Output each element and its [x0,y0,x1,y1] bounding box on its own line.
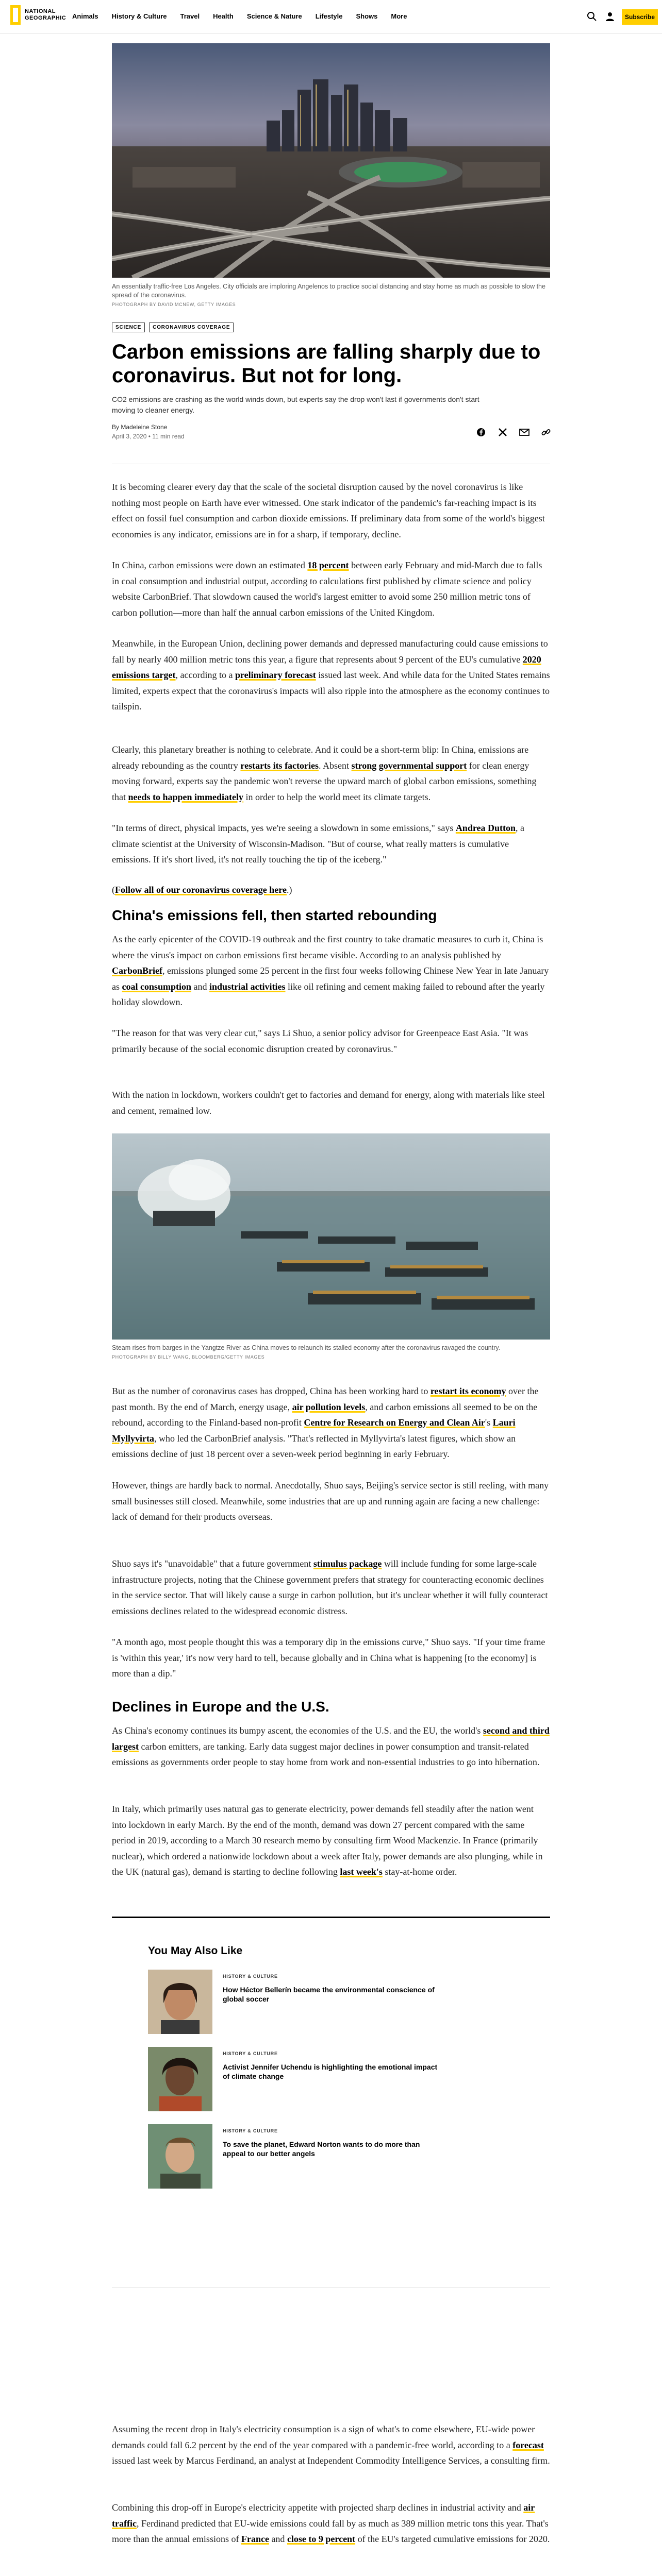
paragraph: In China, carbon emissions were down an estimated 18 percent between early February and mid-March due to falls in coal consumption and industrial output, according to calculations first published by climate science and policy website CarbonBrief. That slowdown caused the world's largest emitter to avoid some 250 million metric tons of carbon pollution—more than half the annual carbon emissions of the United Kingdom. [112,560,542,618]
ymal-card[interactable] [148,2124,509,2191]
paragraph: But as the number of coronavirus cases has dropped, China has been working hard to restart its economy over the past month. By the end of March, energy usage, air pollution levels, and carbon emissions all seemed to be on the rebound, according to the Finland-based non-profit Centre for Research on Energy and Clean Air's Lauri Myllyvirta, who led the CarbonBrief analysis. "That's reflected in Myllyvirta's latest figures, which show an emissions decline of just 18 percent over a seven-week period beginning in early February. [112,1386,539,1459]
ymal-thumb-jennifer-uchendu [148,2047,212,2111]
menu-item-history-culture[interactable]: History & Culture [111,12,167,20]
link-stimulus-package[interactable]: stimulus package [313,1558,382,1569]
logo-line-2: GEOGRAPHIC [25,15,67,21]
article-headline: Carbon emissions are falling sharply due to coronavirus. But not for long. [112,341,541,387]
link-preliminary-forecast[interactable]: preliminary forecast [235,670,316,680]
ymal-headline[interactable]: Activist Jennifer Uchendu is highlighting the emotional impact of climate change [223,2063,438,2080]
topic-tags [112,323,550,332]
email-icon[interactable] [518,426,531,439]
paragraph: Assuming the recent drop in Italy's electricity consumption is a sign of what's to come elsewhere, EU-wide power demands could fall 6.2 percent by the end of the year compared with a pandemic-free world, according to a forecast issued last week by Marcus Ferdinand, an analyst at Independent Commodity Intelligence Services, a consulting firm. [112,2424,550,2466]
menu-item-health[interactable]: Health [213,12,234,20]
user-account-icon[interactable] [604,11,616,22]
paragraph: Meanwhile, in the European Union, declining power demands and depressed manufacturing could cause emissions to fall by nearly 400 million metric tons this year, a figure that represents about 9 percent of the EU's cumulative 2020 emissions target, according to a preliminary forecast issued last week. And while data for the United States remains limited, experts expect that the coronavirus's impacts will also ripple into the atmosphere as the economy continues to tailspin. [112,638,550,711]
link-andrea-dutton[interactable]: Andrea Dutton [455,823,516,833]
search-icon[interactable] [586,11,598,22]
link-restart-economy[interactable]: restart its economy [430,1386,506,1396]
national-geographic-logo[interactable] [10,5,66,25]
link-air-pollution-levels[interactable]: air pollution levels [292,1401,366,1412]
ymal-card[interactable] [148,1970,509,2037]
ymal-category: HISTORY & CULTURE [223,1974,278,1979]
ymal-card[interactable] [148,2047,509,2114]
link-lauri-myllyvirta[interactable]: Lauri Myllyvirta [112,1417,516,1444]
link-18-percent[interactable]: 18 percent [307,560,349,570]
tag-coronavirus-coverage[interactable]: CORONAVIRUS COVERAGE [149,323,234,332]
paragraph: It is becoming clearer every day that the scale of the societal disruption caused by the novel coronavirus is like nothing most people on Earth have ever witnessed. One stark indicator of the pandemic's far-reaching impact is its effect on fossil fuel consumption and carbon dioxide emissions. If preliminary data from some of the world's biggest economies is any indicator, emissions are in for a sharp, if temporary, decline. [112,482,545,539]
image2-caption-block [112,1344,550,1360]
link-crea[interactable]: Centre for Research on Energy and Clean Air [304,1417,485,1428]
ymal-category: HISTORY & CULTURE [223,2051,278,2056]
link-coal-consumption[interactable]: coal consumption [122,981,192,992]
ymal-thumb-hector-bellerin [148,1970,212,2034]
hero-caption-block [112,282,550,307]
paragraph: Shuo says it's "unavoidable" that a future government stimulus package will include funding for some large-scale infrastructure projects, noting that the Chinese government prefers that strategy for counteracting economic declines in the service sector. That will likely cause a surge in carbon pollution, but it's unclear whether it will fully counteract emissions declines related to the widespread economic distress. [112,1558,548,1616]
paragraph: "In terms of direct, physical impacts, yes we're seeing a slowdown in some emissions," says Andrea Dutton, a climate scientist at the University of Wisconsin-Madison. "But of course, what really matters is cumulative emissions. If it's short lived, it's not really touching the tip of the iceberg." [112,823,524,865]
link-france[interactable]: France [241,2534,269,2544]
link-air-traffic[interactable]: air traffic [112,2502,535,2529]
link-needs-to-happen[interactable]: needs to happen immediately [128,791,244,802]
link-forecast[interactable]: forecast [512,2439,544,2450]
link-second-third-largest[interactable]: second and third largest [112,1725,550,1752]
link-industrial-activities[interactable]: industrial activities [209,981,286,992]
paragraph: "A month ago, most people thought this was a temporary dip in the emissions curve," Shuo says. "If your time frame is 'within this year,' it's now very hard to tell, because globally and in China what is happening [to the economy] is more than a dip." [112,1637,545,1679]
link-close-to-9-percent[interactable]: close to 9 percent [287,2534,356,2544]
paragraph: Clearly, this planetary breather is nothing to celebrate. And it could be a short-term blip: In China, emissions are already rebounding as the country restarts its factories. Absent strong governmental support for clean energy moving forward, experts say the pandemic won't reverse the upward march of global carbon emissions, something that needs to happen immediately in order to help the world meet its climate targets. [112,744,537,802]
link-2020-emissions-target[interactable]: 2020 emissions target [112,654,541,680]
paragraph: As the early epicenter of the COVID-19 outbreak and the first country to take dramatic measures to curb it, China is where the virus's impact on carbon emissions first became visible. According to an analysis published by CarbonBrief, emissions plunged some 25 percent in the first four weeks following Chinese New Year in late January as coal consumption and industrial activities like oil refining and cement making failed to rebound after the yearly holiday slowdown. [112,934,549,1007]
menu-item-animals[interactable]: Animals [72,12,98,20]
paragraph: "The reason for that was very clear cut," says Li Shuo, a senior policy advisor for Greenpeace East Asia. "It was primarily because of the social economic disruption created by coronavirus." [112,1028,528,1054]
image2-credit: PHOTOGRAPH BY BILLY WANG, BLOOMBERG/GETTY IMAGES [112,1354,265,1360]
hero-image-los-angeles [112,43,550,278]
tag-science[interactable]: SCIENCE [112,323,145,332]
subscribe-button[interactable]: Subscribe [622,9,658,25]
main-menu [72,12,407,20]
yangtze-river-barges-image [112,1133,550,1340]
paragraph: With the nation in lockdown, workers couldn't get to factories and demand for energy, along with materials like steel and cement, remained low. [112,1090,545,1116]
link-last-weeks[interactable]: last week's [340,1867,383,1877]
share-buttons [474,426,553,439]
image2-caption: Steam rises from barges in the Yangtze River as China moves to relaunch its stalled economy after the coronavirus ravaged the country. [112,1344,501,1351]
link-coronavirus-coverage[interactable]: Follow all of our coronavirus coverage here [115,885,287,895]
section-heading-europe-us: Declines in Europe and the U.S. [112,1699,329,1715]
publish-date: April 3, 2020 • 11 min read [112,433,185,440]
hero-credit: PHOTOGRAPH BY DAVID MCNEW, GETTY IMAGES [112,302,236,307]
paragraph: As China's economy continues its bumpy ascent, the economies of the U.S. and the EU, the world's second and third largest carbon emitters, are tanking. Early data suggest major declines in power consumption and transit-related emissions as governments order people to stay home from work and non-essential industries to go into hibernation. [112,1725,550,1767]
menu-item-lifestyle[interactable]: Lifestyle [315,12,343,20]
menu-item-science-nature[interactable]: Science & Nature [246,12,302,20]
x-twitter-icon[interactable] [496,426,509,439]
paragraph: Combining this drop-off in Europe's electricity appetite with projected sharp declines in industrial activity and air traffic, Ferdinand predicted that EU-wide emissions could fall by as much as 389 million metric tons this year. That's more than the annual emissions of France and close to 9 percent of the EU's targeted cumulative emissions for 2020. [112,2502,550,2544]
section-heading-china: China's emissions fell, then started rebounding [112,907,437,923]
ymal-category: HISTORY & CULTURE [223,2128,278,2133]
ymal-thumb-edward-norton [148,2124,212,2189]
link-strong-governmental-support[interactable]: strong governmental support [351,760,467,771]
menu-item-more[interactable]: More [391,12,407,20]
byline[interactable]: By Madeleine Stone [112,423,168,431]
menu-item-shows[interactable]: Shows [356,12,378,20]
facebook-icon[interactable] [474,426,488,439]
paragraph: In Italy, which primarily uses natural gas to generate electricity, power demands fell steadily after the nation went into lockdown in early March. By the end of the month, demand was down 27 percent compared with the same period in 2019, according to a March 30 research memo by consulting firm Wood Mackenzie. In France (primarily nuclear), which ordered a nationwide lockdown about a week after Italy, power demands are also plunging, while in the UK (natural gas), demand is starting to decline following last week's stay-at-home order. [112,1804,543,1877]
copy-link-icon[interactable] [539,426,553,439]
menu-item-travel[interactable]: Travel [180,12,200,20]
top-navigation [0,0,662,34]
yellow-border-logo-icon [10,5,21,25]
ymal-headline[interactable]: To save the planet, Edward Norton wants to do more than appeal to our better angels [223,2140,420,2158]
ymal-headline[interactable]: How Héctor Bellerín became the environmental conscience of global soccer [223,1986,435,2003]
ymal-title: You May Also Like [148,1945,243,1957]
link-restarts-factories[interactable]: restarts its factories [240,760,319,771]
article-dek: CO2 emissions are crashing as the world winds down, but experts say the drop won't last if governments don't start moving to cleaner energy. [112,395,479,414]
link-carbonbrief[interactable]: CarbonBrief [112,965,162,976]
paragraph: However, things are hardly back to normal. Anecdotally, Shuo says, Beijing's service sector is still reeling, with many small businesses still closed. Meanwhile, some industries that are up and running again are facing a new challenge: lack of demand for their products overseas. [112,1480,549,1522]
you-may-also-like-module [112,1917,550,2287]
hero-caption: An essentially traffic-free Los Angeles. City officials are imploring Angelenos to practice social distancing and stay home as much as possible to slow the spread of the coronavirus. [112,283,545,299]
logo-line-1: NATIONAL [25,8,56,14]
paragraph: (Follow all of our coronavirus coverage here.) [112,885,292,895]
